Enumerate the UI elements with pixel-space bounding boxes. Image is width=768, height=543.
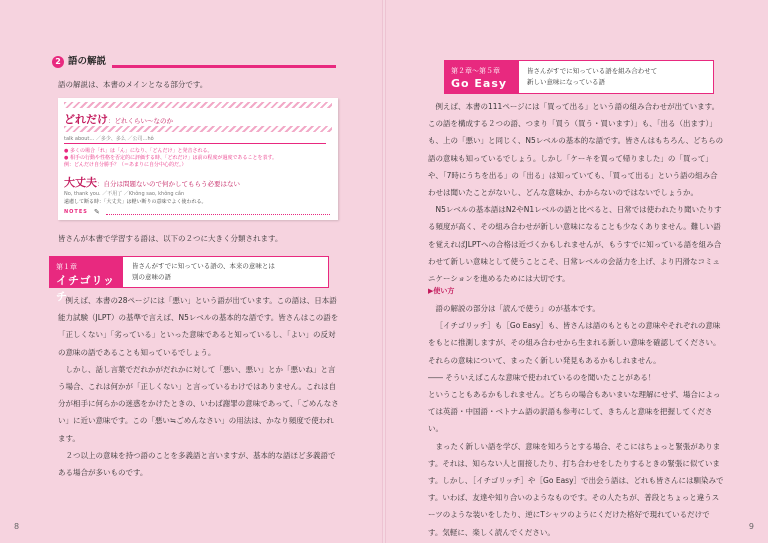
- chapter-description: [527, 66, 657, 88]
- section-number-badge: 2: [52, 56, 64, 68]
- lead-text: 皆さんが本書で学習する語は、以下の２つに大きく分類されます。: [58, 234, 283, 243]
- sample-example-3: 遠慮して断る時：「大丈夫」は軽い断りの意味でよく使われる。: [64, 199, 207, 205]
- paragraph: ［イチゴリッチ］も［Go Easy］も、皆さんは語のもともとの意味やそれぞれの意味をもとに推測しますが、その組み合わせから生まれる新しい意味を確認してください。それらの意味について、まったく新しい発見もあるかもしれません。: [428, 321, 721, 365]
- paragraph: 例えば、本書の111ページには「買って出る」という語の組み合わせが出ています。この語を構成する２つの語、つまり「買う（買う・買います）」も、「出る（出ます）」も、上の「悪い」と同じく、N5レベルの基本的な語です。皆さんはもちろん、どちらの語の意味も知っているでしょう。しかし「ケーキを買って帰りました」の「買って」や、「7時にうちを出る」の「出る」は知っていても、「買って出る」という語の組み合わせは聞いたことがないし、どんな意味か、わからないのではないでしょうか。: [428, 102, 724, 198]
- paragraph: ということもあるかもしれません。どちらの場合もあいまいな理解にせず、場合によっては英語・中国語・ベトナム語の訳語も参考にして、きちんと意味を把握してください。: [428, 390, 721, 434]
- paragraph: しかし、話し言葉でだれかがだれかに対して「悪い、悪い」とか「悪いね」と言う場合、これは何かが「正しくない」と言っているわけではありません。これは自分が相手に何らかの迷惑をかけたときの、いわば謝罪の意味であって、「ごめんなさい」に近い意味です。この「悪い≒ごめんなさい」の用法は、かなり頻度で使われます。: [58, 364, 339, 443]
- sample-heading-2-word: 大丈夫: [64, 176, 97, 189]
- sample-heading-2-sub: ：自分は問題ないので何かしてもらう必要はない: [97, 180, 240, 188]
- section-underline: [112, 65, 336, 68]
- notes-lines: [106, 214, 330, 215]
- paragraph: まったく新しい語を学び、意味を知ろうとする場合、そこにはちょっと緊張があります。それは、知らない人と面接したり、打ち合わせをしたりするときの緊張に似ています。しかし、［イチゴリッチ］や［Go Easy］で出会う語は、どれも皆さんには馴染みです。いわば、友達や知り合いのようなものです。その人たちが、普段とちょっと違うスーツのような装いをしたり、逆にTシャツのようにくだけた格好で現れているだけです。気軽に、楽しく読んでください。: [428, 441, 724, 537]
- chapter-description-line: 新しい意味になっている語: [527, 78, 605, 86]
- section-intro: 語の解説は、本書のメインとなる部分です。: [58, 80, 208, 89]
- usage-heading: ▶使い方: [428, 287, 455, 295]
- paragraph: N5レベルの基本語はN2やN1レベルの語と比べると、日常では使われたり聞いたりする頻度が高く、その組み合わせが新しい意味になることも少なくありません。難しい語を覚えればJLPTへの合格は近づくかもしれませんが、もうすでに知っている語を組み合わせて新しい意味として使うことこそ、日常レベルの会話力を上げ、より円滑なコミュニケーションを進めるためには大切です。: [428, 205, 722, 284]
- paragraph: ２つ以上の意味を持つ語のことを多義語と言いますが、基本的な語ほど多義語である場合が多いものです。: [58, 450, 336, 478]
- chapter-tag: [50, 257, 123, 303]
- decor-stripe: [64, 126, 332, 132]
- sample-note: 例：どんだけ自分勝手？（＝あまりに自分中心的だ。）: [64, 162, 187, 168]
- chapter-number: 第１章: [56, 263, 77, 271]
- right-page: [384, 0, 768, 543]
- left-body-text: [58, 292, 340, 481]
- chapter-number: 第２章〜第５章: [451, 67, 500, 75]
- chapter-description-line: 皆さんがすでに知っている語を組み合わせて: [527, 67, 658, 75]
- decor-stripe: [64, 102, 332, 108]
- right-body-text: [428, 98, 724, 287]
- pencil-icon: ✎: [94, 208, 100, 216]
- chapter-description: [132, 261, 275, 283]
- sample-heading-2: [64, 174, 240, 190]
- paragraph: ―― そういえばこんな意味で使われているのを聞いたことがある！: [428, 372, 656, 382]
- chapter-title: Go Easy: [451, 77, 508, 90]
- paragraph: 語の解説の部分は「読んで使う」のが基本です。: [435, 304, 600, 313]
- chapter-2-box: [444, 60, 714, 94]
- chapter-description-line: 別の意味の語: [132, 273, 171, 281]
- paragraph: 例えば、本書の28ページには「悪い」という語が出ています。この語は、日本語能力試験（JLPT）の基準で言えば、N5レベルの基本的な語です。皆さんはこの語を「正しくない」「劣っている」といった意味であると知っているし、「よい」の反対の意味の語であることも知っているでしょう。: [58, 296, 339, 357]
- sample-example-1: talk about… ／多少、多么 ／公司…hô: [64, 136, 154, 142]
- notes-label: NOTES: [64, 209, 88, 215]
- chapter-1-box: [49, 256, 329, 303]
- divider: [64, 143, 326, 144]
- sample-note: ● 多くの場合「れ」は「ん」になり、「どんだけ」と発音される。: [64, 148, 213, 154]
- sample-heading-1: [64, 111, 173, 127]
- usage-body-text: [428, 300, 724, 541]
- sample-entry-box: [58, 98, 338, 220]
- sample-heading-1-sub: ：どれくらい〜なのか: [108, 117, 173, 125]
- section-header: [52, 56, 336, 70]
- section-title: 語の解説: [68, 56, 107, 67]
- page-number: 8: [14, 522, 20, 531]
- chapter-title: イチゴリッチ: [56, 274, 116, 303]
- chapter-description-line: 皆さんがすでに知っている語の、本来の意味とは: [132, 262, 275, 270]
- page-number: 9: [748, 522, 754, 531]
- chapter-tag: [445, 61, 519, 93]
- sample-note: ● 相手の行動や性格を否定的に評価する時、「どれだけ」は前の程度が過度であることを表す。: [64, 155, 278, 161]
- sample-example-2: No, thank you. ／不用了 ／Không sao, không cần: [64, 191, 185, 197]
- sample-heading-1-word: どれだけ: [64, 113, 108, 126]
